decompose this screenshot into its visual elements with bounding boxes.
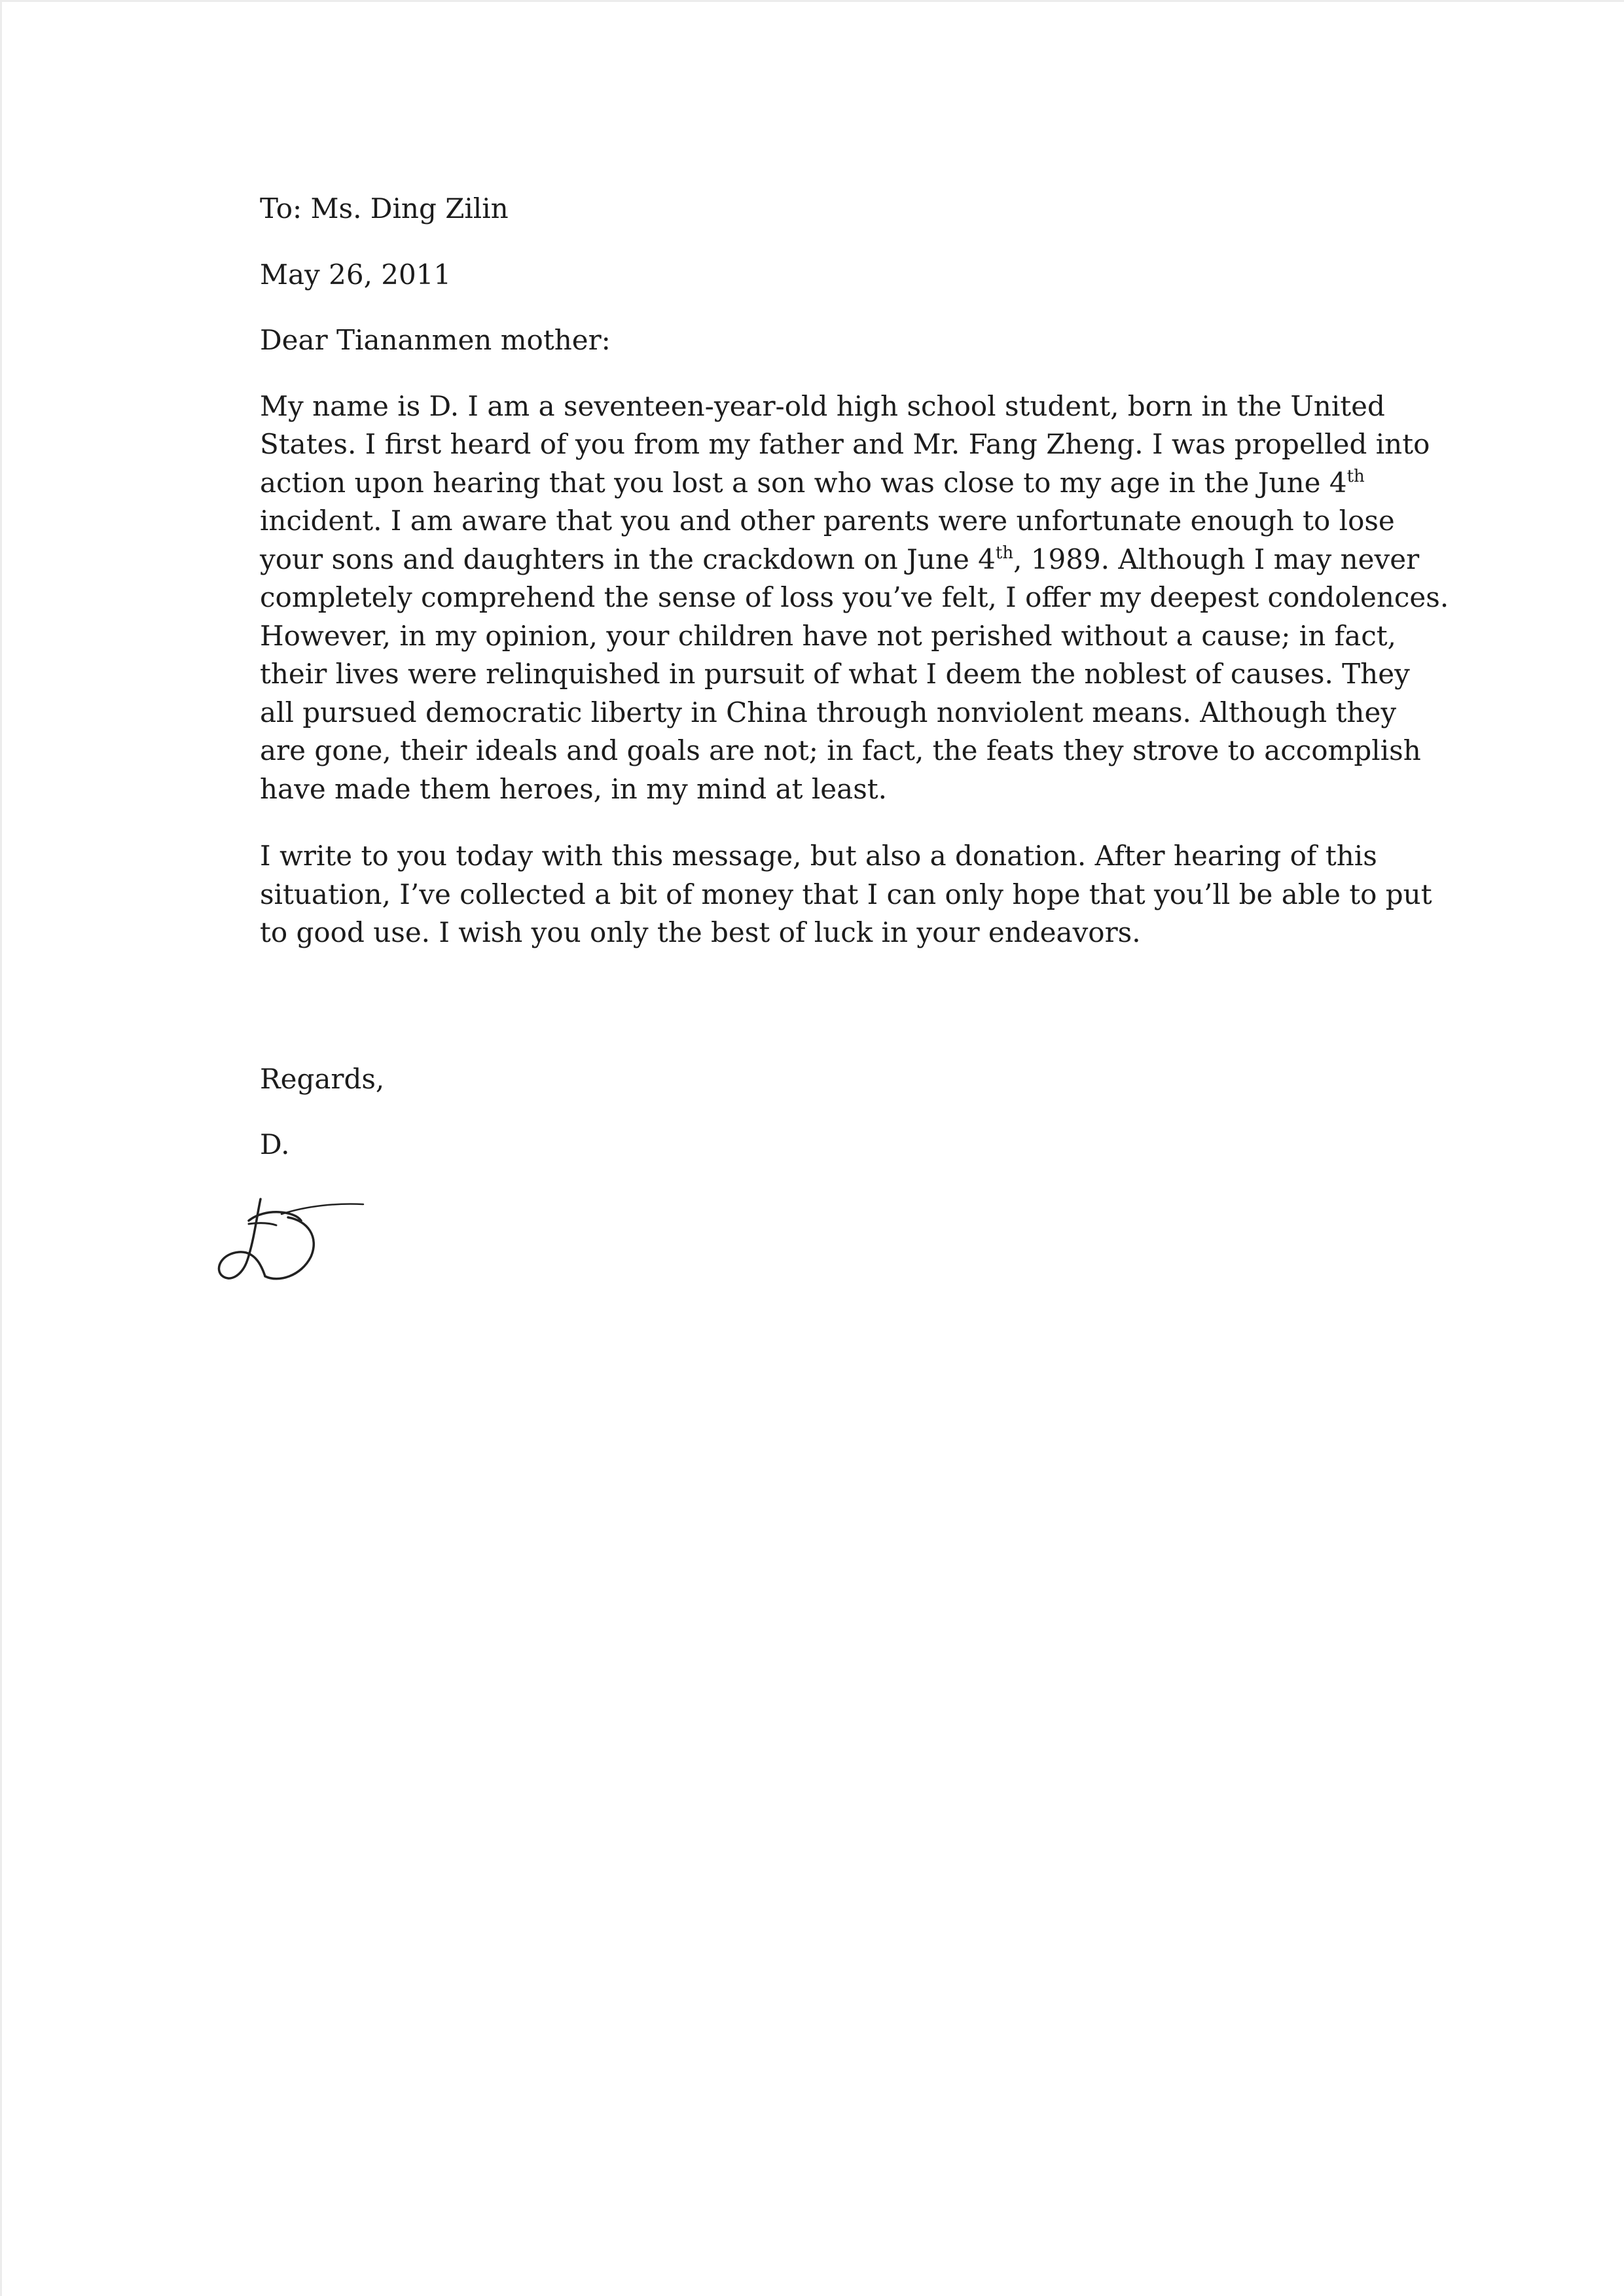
body-paragraph-1: [260, 387, 1449, 809]
salutation-text: Dear Tiananmen mother:: [260, 324, 611, 356]
date-line: [260, 256, 1412, 295]
date-text: May 26, 2011: [260, 258, 452, 291]
paragraph-line: situation, I’ve collected a bit of money that I can only hope that you’ll be able to put: [260, 878, 1432, 910]
salutation-line: [260, 321, 1412, 360]
handwritten-signature-icon: [203, 1185, 367, 1296]
paragraph-line: their lives were relinquished in pursuit of what I deem the noblest of causes. They: [260, 658, 1410, 690]
scan-edge-top: [0, 0, 1624, 2]
paragraph-line: My name is D. I am a seventeen-year-old high school student, born in the United: [260, 389, 1385, 422]
paragraph-line: States. I first heard of you from my father and Mr. Fang Zheng. I was propelled into: [260, 428, 1430, 460]
paragraph-line: I write to you today with this message, but also a donation. After hearing of this: [260, 840, 1377, 872]
sender-line: [260, 1126, 1412, 1164]
paragraph-line: [260, 464, 1412, 503]
paragraph-line: completely comprehend the sense of loss you’ve felt, I offer my deepest condolences.: [260, 581, 1449, 613]
closing-line: [260, 1060, 1412, 1099]
ordinal-suffix: th: [995, 543, 1014, 563]
paragraph-line: to good use. I wish you only the best of luck in your endeavors.: [260, 916, 1141, 948]
sender-text: D.: [260, 1128, 290, 1160]
scan-edge-left: [0, 0, 2, 2296]
paragraph-line: However, in my opinion, your children have not perished without a cause; in fact,: [260, 619, 1396, 652]
paragraph-line-text: your sons and daughters in the crackdown on June 4: [260, 543, 996, 575]
recipient-text: To: Ms. Ding Zilin: [260, 192, 509, 224]
paragraph-line: incident. I am aware that you and other parents were unfortunate enough to lose: [260, 505, 1395, 537]
paragraph-line: [260, 541, 1420, 579]
letter-body: [260, 190, 1449, 1164]
body-paragraph-2: [260, 837, 1432, 952]
paragraph-line: all pursued democratic liberty in China through nonviolent means. Although they: [260, 696, 1397, 728]
paragraph-line: are gone, their ideals and goals are not; in fact, the feats they strove to accomplish: [260, 734, 1421, 766]
paragraph-line: have made them heroes, in my mind at least.: [260, 772, 887, 805]
closing-text: Regards,: [260, 1062, 385, 1095]
recipient-line: [260, 190, 1412, 228]
paragraph-line-text: , 1989. Although I may never: [1013, 543, 1420, 575]
paragraph-line-text: action upon hearing that you lost a son who was close to my age in the June 4: [260, 466, 1347, 499]
ordinal-suffix: th: [1346, 466, 1365, 486]
